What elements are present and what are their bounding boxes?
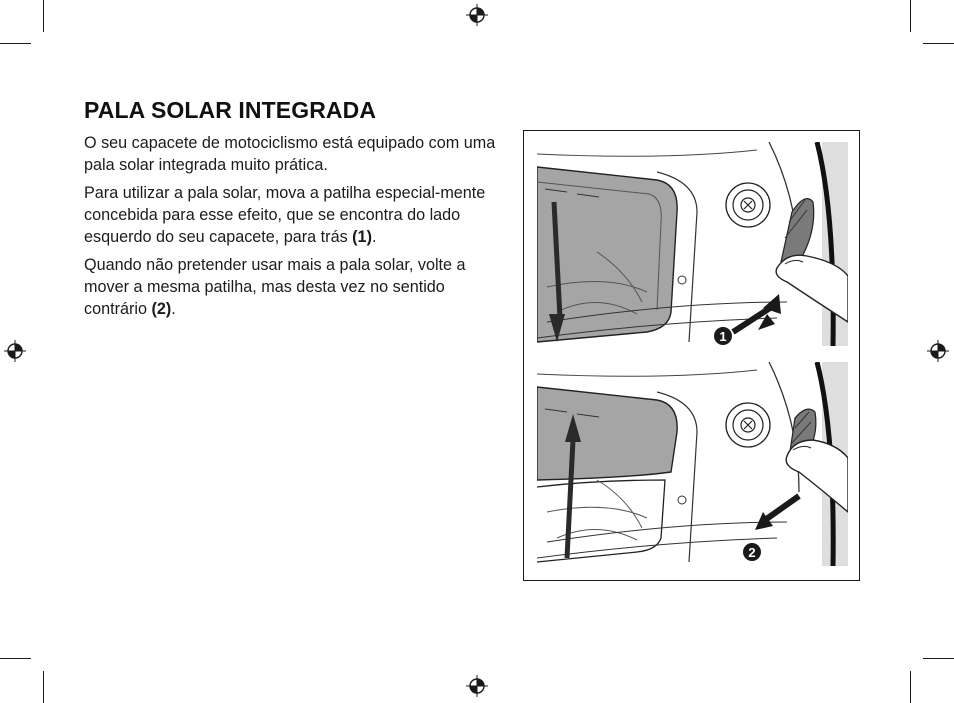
paragraph-text: Quando não pretender usar mais a pala solar, volte a mover a mesma patilha, mas desta vez no sentido contrário [84,256,466,318]
registration-mark-icon [4,340,26,362]
helmet-visor-down-drawing [537,142,848,346]
step-reference: (2) [151,300,172,318]
crop-mark [910,671,911,703]
crop-mark [43,0,44,32]
step-reference: (1) [352,228,372,246]
registration-mark-icon [927,340,949,362]
crop-mark [923,658,954,659]
sun-visor-illustration [523,130,860,581]
illustration-step-2 [537,362,848,566]
registration-mark-icon [466,675,488,697]
illustration-step-1 [537,142,848,346]
paragraph-text: . [371,228,377,246]
paragraph-retract [84,254,504,320]
page-title: PALA SOLAR INTEGRADA [84,97,377,123]
crop-mark [923,43,954,44]
crop-mark [0,43,31,44]
paragraph-intro [84,132,504,176]
paragraph-usage [84,182,504,248]
crop-mark [0,658,31,659]
step-number-label: 2 [748,545,756,560]
crop-mark [43,671,44,703]
instructions-text [84,132,504,326]
registration-mark-icon [466,4,488,26]
paragraph-text: O seu capacete de motociclismo está equipado com uma pala solar integrada muito prática. [84,134,496,174]
paragraph-text: . [171,300,176,318]
helmet-visor-up-drawing [537,362,848,566]
step-number-label: 1 [719,329,727,344]
paragraph-text: Para utilizar a pala solar, mova a patilha especial-mente concebida para esse efeito, que se encontra do lado esquerdo do seu capacete, para trás [84,184,486,246]
crop-mark [910,0,911,32]
